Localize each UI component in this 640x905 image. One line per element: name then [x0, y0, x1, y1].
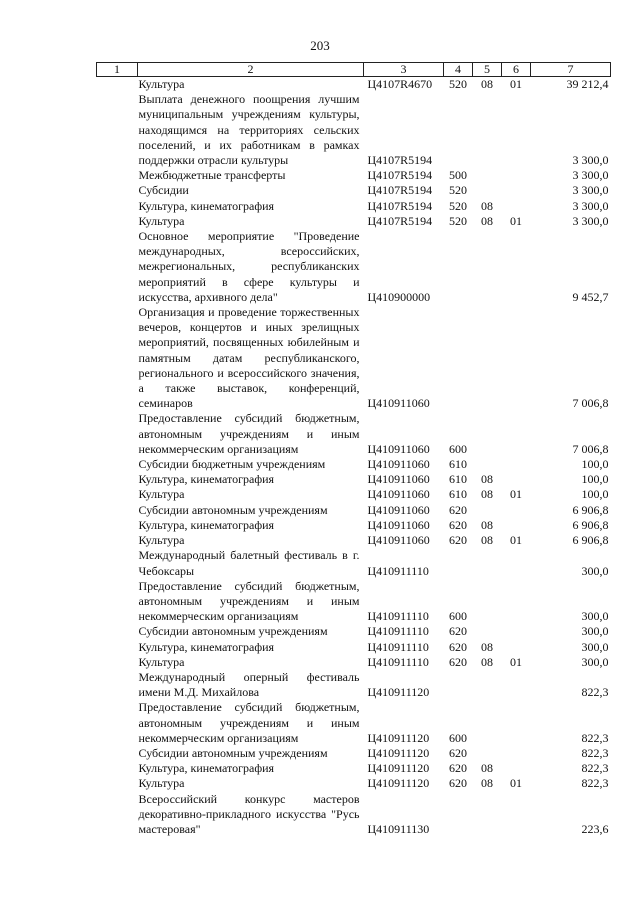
amount: 3 300,0: [572, 198, 609, 213]
section: [473, 92, 502, 168]
section: 08: [481, 654, 493, 669]
item-name: Субсидии автономным учреждениям: [138, 502, 328, 517]
subsection: [502, 746, 531, 761]
subsection: 01: [510, 654, 522, 669]
amount: 7 006,8: [572, 441, 609, 456]
item-name: Культура, кинематография: [138, 472, 275, 487]
section: [473, 305, 502, 411]
subsection: [502, 411, 531, 457]
row-index-cell: [97, 229, 138, 305]
target-code: Ц410911110: [367, 624, 429, 639]
amount: 100,0: [581, 457, 609, 472]
amount: 3 300,0: [572, 153, 609, 168]
subsection: [502, 457, 531, 472]
subsection: [502, 472, 531, 487]
section: 08: [481, 776, 493, 791]
expense-type: 620: [449, 639, 467, 654]
expense-type: 610: [449, 487, 467, 502]
subsection: [502, 579, 531, 625]
row-index-cell: [97, 168, 138, 183]
expense-type: 600: [449, 609, 467, 624]
table-body: [97, 77, 611, 838]
target-code: Ц410911060: [367, 457, 430, 472]
section: [473, 168, 502, 183]
table-row: [97, 746, 611, 761]
target-code: Ц410911130: [367, 821, 430, 836]
table-row: [97, 518, 611, 533]
amount: 39 212,4: [566, 77, 609, 91]
target-code: Ц410911110: [367, 609, 429, 624]
item-name: Международный оперный фестиваль имени М.Д. Михайлова: [138, 669, 360, 700]
amount: 822,3: [581, 730, 609, 745]
row-index-cell: [97, 518, 138, 533]
subsection: 01: [510, 487, 522, 502]
target-code: Ц410911110: [367, 654, 429, 669]
subsection: [502, 168, 531, 183]
table-row: [97, 640, 611, 655]
row-index-cell: [97, 670, 138, 700]
expense-type: [444, 305, 473, 411]
section: [473, 746, 502, 761]
section: 08: [481, 517, 493, 532]
section: [473, 411, 502, 457]
budget-table: [96, 62, 611, 837]
table-row: [97, 776, 611, 791]
amount: 300,0: [581, 609, 609, 624]
amount: 100,0: [581, 472, 609, 487]
item-name: Культура: [138, 533, 185, 548]
item-name: Субсидии бюджетным учреждениям: [138, 457, 326, 472]
section: 08: [481, 198, 493, 213]
expense-type: [444, 229, 473, 305]
subsection: [502, 229, 531, 305]
section: 08: [481, 77, 493, 91]
subsection: [502, 183, 531, 198]
target-code: Ц410911060: [367, 396, 430, 411]
expense-type: 520: [449, 198, 467, 213]
item-name: Культура, кинематография: [138, 639, 275, 654]
table-row: [97, 655, 611, 670]
row-index-cell: [97, 472, 138, 487]
target-code: Ц410911110: [367, 639, 429, 654]
table-row: [97, 77, 611, 93]
subsection: [502, 761, 531, 776]
column-header-4: 4: [444, 63, 473, 77]
item-name: Субсидии автономным учреждениям: [138, 624, 328, 639]
section: 08: [481, 533, 493, 548]
target-code: Ц410911120: [367, 761, 430, 776]
amount: 822,3: [581, 761, 609, 776]
header-row: [97, 63, 611, 77]
subsection: [502, 503, 531, 518]
table-row: [97, 624, 611, 639]
section: 08: [481, 472, 493, 487]
table-row: [97, 792, 611, 838]
target-code: Ц4107R5194: [367, 198, 433, 213]
column-header-2: 2: [138, 63, 364, 77]
section: [473, 579, 502, 625]
amount: 223,6: [581, 821, 609, 836]
table-row: [97, 503, 611, 518]
expense-type: 610: [449, 472, 467, 487]
amount: 300,0: [581, 563, 609, 578]
subsection: [502, 624, 531, 639]
target-code: Ц410911060: [367, 441, 430, 456]
table-row: [97, 700, 611, 746]
table-row: [97, 411, 611, 457]
target-code: Ц410911060: [367, 502, 430, 517]
subsection: [502, 792, 531, 838]
column-header-5: 5: [473, 63, 502, 77]
row-index-cell: [97, 776, 138, 791]
section: [473, 792, 502, 838]
row-index-cell: [97, 624, 138, 639]
target-code: Ц410900000: [367, 289, 431, 304]
item-name: Всероссийский конкурс мастеров декоративно-прикладного искусства "Русь мастеровая": [138, 791, 360, 836]
subsection: [502, 548, 531, 578]
row-index-cell: [97, 77, 138, 93]
section: 08: [481, 487, 493, 502]
item-name: Основное мероприятие "Проведение международных, всероссийских, межрегиональных, республиканских мероприятий в сфере культуры и искусства, архивного дела": [138, 229, 360, 304]
item-name: Предоставление субсидий бюджетным, автономным учреждениям и иным некоммерческим организациям: [138, 578, 360, 624]
target-code: Ц4107R5194: [367, 183, 433, 198]
table-row: [97, 457, 611, 472]
item-name: Субсидии: [138, 183, 189, 198]
table-row: [97, 305, 611, 411]
table-row: [97, 579, 611, 625]
row-index-cell: [97, 92, 138, 168]
subsection: [502, 305, 531, 411]
section: [473, 700, 502, 746]
target-code: Ц410911120: [367, 745, 430, 760]
table-row: [97, 670, 611, 700]
row-index-cell: [97, 457, 138, 472]
expense-type: 520: [449, 77, 467, 91]
row-index-cell: [97, 761, 138, 776]
row-index-cell: [97, 199, 138, 214]
table-row: [97, 199, 611, 214]
table-row: [97, 92, 611, 168]
item-name: Субсидии автономным учреждениям: [138, 745, 328, 760]
subsection: 01: [510, 213, 522, 228]
item-name: Культура, кинематография: [138, 761, 275, 776]
expense-type: 520: [449, 213, 467, 228]
expense-type: 610: [449, 457, 467, 472]
row-index-cell: [97, 746, 138, 761]
item-name: Международный балетный фестиваль в г. Чебоксары: [138, 548, 360, 578]
item-name: Межбюджетные трансферты: [138, 168, 286, 183]
subsection: [502, 700, 531, 746]
subsection: 01: [510, 77, 522, 91]
section: [473, 503, 502, 518]
expense-type: 620: [449, 624, 467, 639]
target-code: Ц410911120: [367, 730, 430, 745]
amount: 3 300,0: [572, 213, 609, 228]
target-code: Ц410911120: [367, 685, 430, 700]
row-index-cell: [97, 579, 138, 625]
expense-type: 620: [449, 533, 467, 548]
section: [473, 229, 502, 305]
item-name: Культура: [138, 654, 185, 669]
subsection: 01: [510, 533, 522, 548]
row-index-cell: [97, 305, 138, 411]
item-name: Культура: [138, 213, 185, 228]
amount: 6 906,8: [572, 517, 609, 532]
section: 08: [481, 213, 493, 228]
expense-type: 620: [449, 745, 467, 760]
table-row: [97, 487, 611, 502]
amount: 3 300,0: [572, 183, 609, 198]
amount: 822,3: [581, 745, 609, 760]
row-index-cell: [97, 792, 138, 838]
item-name: Культура: [138, 487, 185, 502]
expense-type: 520: [449, 183, 467, 198]
row-index-cell: [97, 700, 138, 746]
target-code: Ц410911110: [367, 563, 429, 578]
table-row: [97, 548, 611, 578]
target-code: Ц410911060: [367, 533, 430, 548]
item-name: Культура: [138, 77, 185, 91]
expense-type: [444, 792, 473, 838]
table-row: [97, 533, 611, 548]
row-index-cell: [97, 503, 138, 518]
column-header-1: 1: [97, 63, 138, 77]
section: 08: [481, 761, 493, 776]
amount: 300,0: [581, 639, 609, 654]
target-code: Ц4107R5194: [367, 153, 433, 168]
section: [473, 457, 502, 472]
table-row: [97, 472, 611, 487]
expense-type: [444, 92, 473, 168]
section: [473, 670, 502, 700]
section: [473, 548, 502, 578]
target-code: Ц410911120: [367, 776, 430, 791]
target-code: Ц4107R5194: [367, 168, 433, 183]
section: 08: [481, 639, 493, 654]
target-code: Ц410911060: [367, 517, 430, 532]
column-header-6: 6: [502, 63, 531, 77]
expense-type: 600: [449, 441, 467, 456]
item-name: Культура: [138, 776, 185, 791]
column-header-7: 7: [531, 63, 611, 77]
section: [473, 624, 502, 639]
amount: 100,0: [581, 487, 609, 502]
amount: 822,3: [581, 685, 609, 700]
target-code: Ц4107R4670: [367, 77, 433, 91]
item-name: Культура, кинематография: [138, 517, 275, 532]
subsection: 01: [510, 776, 522, 791]
expense-type: [444, 670, 473, 700]
table-row: [97, 183, 611, 198]
table-row: [97, 761, 611, 776]
expense-type: 620: [449, 502, 467, 517]
subsection: [502, 199, 531, 214]
row-index-cell: [97, 183, 138, 198]
item-name: Культура, кинематография: [138, 198, 275, 213]
amount: 822,3: [581, 776, 609, 791]
item-name: Предоставление субсидий бюджетным, автономным учреждениям и иным некоммерческим организациям: [138, 700, 360, 745]
row-index-cell: [97, 655, 138, 670]
item-name: Организация и проведение торжественных вечеров, концертов и иных зрелищных мероприятий, посвященных юбилейным и памятным датам республиканского, регионального и всероссийского значения, а также выставок, конференций, семинаров: [138, 305, 360, 411]
amount: 7 006,8: [572, 396, 609, 411]
expense-type: 620: [449, 654, 467, 669]
row-index-cell: [97, 411, 138, 457]
target-code: Ц410911060: [367, 487, 430, 502]
table-row: [97, 168, 611, 183]
row-index-cell: [97, 533, 138, 548]
table-row: [97, 229, 611, 305]
row-index-cell: [97, 214, 138, 229]
amount: 6 906,8: [572, 502, 609, 517]
expense-type: 600: [449, 730, 467, 745]
expense-type: 620: [449, 761, 467, 776]
row-index-cell: [97, 487, 138, 502]
target-code: Ц410911060: [367, 472, 430, 487]
target-code: Ц4107R5194: [367, 213, 433, 228]
amount: 9 452,7: [572, 289, 609, 304]
page-number: 203: [310, 38, 330, 53]
item-name: Выплата денежного поощрения лучшим муниципальным учреждениям культуры, находящимся на территориях сельских поселений, и их работникам в рамках поддержки отрасли культуры: [138, 92, 360, 168]
amount: 300,0: [581, 624, 609, 639]
amount: 300,0: [581, 654, 609, 669]
subsection: [502, 670, 531, 700]
amount: 6 906,8: [572, 533, 609, 548]
row-index-cell: [97, 640, 138, 655]
row-index-cell: [97, 548, 138, 578]
expense-type: 500: [449, 168, 467, 183]
subsection: [502, 92, 531, 168]
column-header-3: 3: [364, 63, 444, 77]
subsection: [502, 640, 531, 655]
expense-type: 620: [449, 776, 467, 791]
item-name: Предоставление субсидий бюджетным, автономным учреждениям и иным некоммерческим организациям: [138, 411, 360, 456]
expense-type: 620: [449, 517, 467, 532]
subsection: [502, 518, 531, 533]
section: [473, 183, 502, 198]
table-header: [97, 63, 611, 77]
expense-type: [444, 548, 473, 578]
table-row: [97, 214, 611, 229]
amount: 3 300,0: [572, 168, 609, 183]
